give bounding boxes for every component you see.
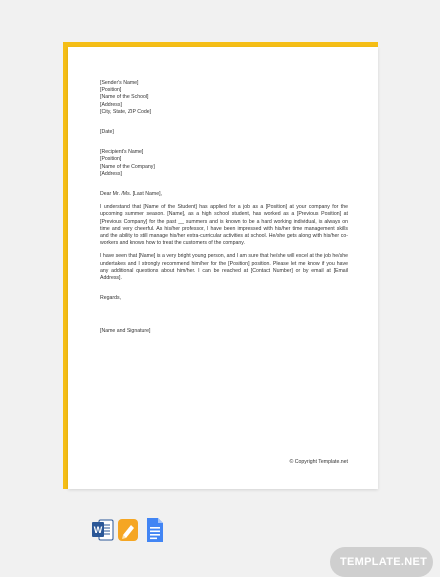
letter-date: [Date] — [100, 129, 114, 136]
brand-logo-text: TEMPLATE.NET — [340, 556, 428, 568]
sender-line: [Name of the School] — [100, 94, 149, 101]
sender-line: [City, State, ZIP Code] — [100, 108, 152, 115]
sender-line: [Address] — [100, 101, 122, 108]
body-paragraph-1: I understand that [Name of the Student] has applied for a job as a [Position] at your company for the upcoming summer season. [Name], as a high school student, has worked as a [Previous Position] at [Previous Company] for the past __ summers and is known to be a hard working individual, is always on time and very cheerful. As his/her professor, I have been impressed with his/her time management skills and the ability to still manage his/her extra-curricular activities at school. He/she gets along with his/her co-workers and knows how to treat the customers of the company. — [100, 204, 348, 247]
recipient-line: [Position] — [100, 156, 122, 163]
svg-text:W: W — [93, 525, 103, 535]
sender-line: [Position] — [100, 87, 122, 94]
recipient-line: [Recipient's Name] — [100, 149, 144, 156]
sender-block — [100, 80, 348, 116]
sender-line: [Sender's Name] — [100, 80, 139, 86]
closing: Regards, — [100, 295, 122, 302]
recipient-line: [Address] — [100, 170, 122, 177]
google-docs-icon[interactable] — [144, 516, 166, 544]
letter-page — [68, 47, 378, 489]
signature-line: [Name and Signature] — [100, 328, 151, 335]
pages-icon[interactable] — [117, 516, 139, 544]
letter-body — [100, 80, 348, 336]
word-icon[interactable] — [92, 516, 114, 544]
copyright-text: © Copyright Template.net — [289, 459, 348, 465]
recipient-block — [100, 149, 348, 178]
salutation: Dear Mr. /Ms. [Last Name], — [100, 191, 162, 198]
recipient-line: [Name of the Company] — [100, 163, 155, 170]
body-paragraph-2: I have seen that [Name] is a very bright young person, and I am sure that he/she will excel at the job he/she undertakes and I strongly recommend him/her for the [Position] position. Please let me know if you have any additional questions about him/her. I can be reached at [Contact Number] or by email at [Email Address]. — [100, 253, 348, 282]
